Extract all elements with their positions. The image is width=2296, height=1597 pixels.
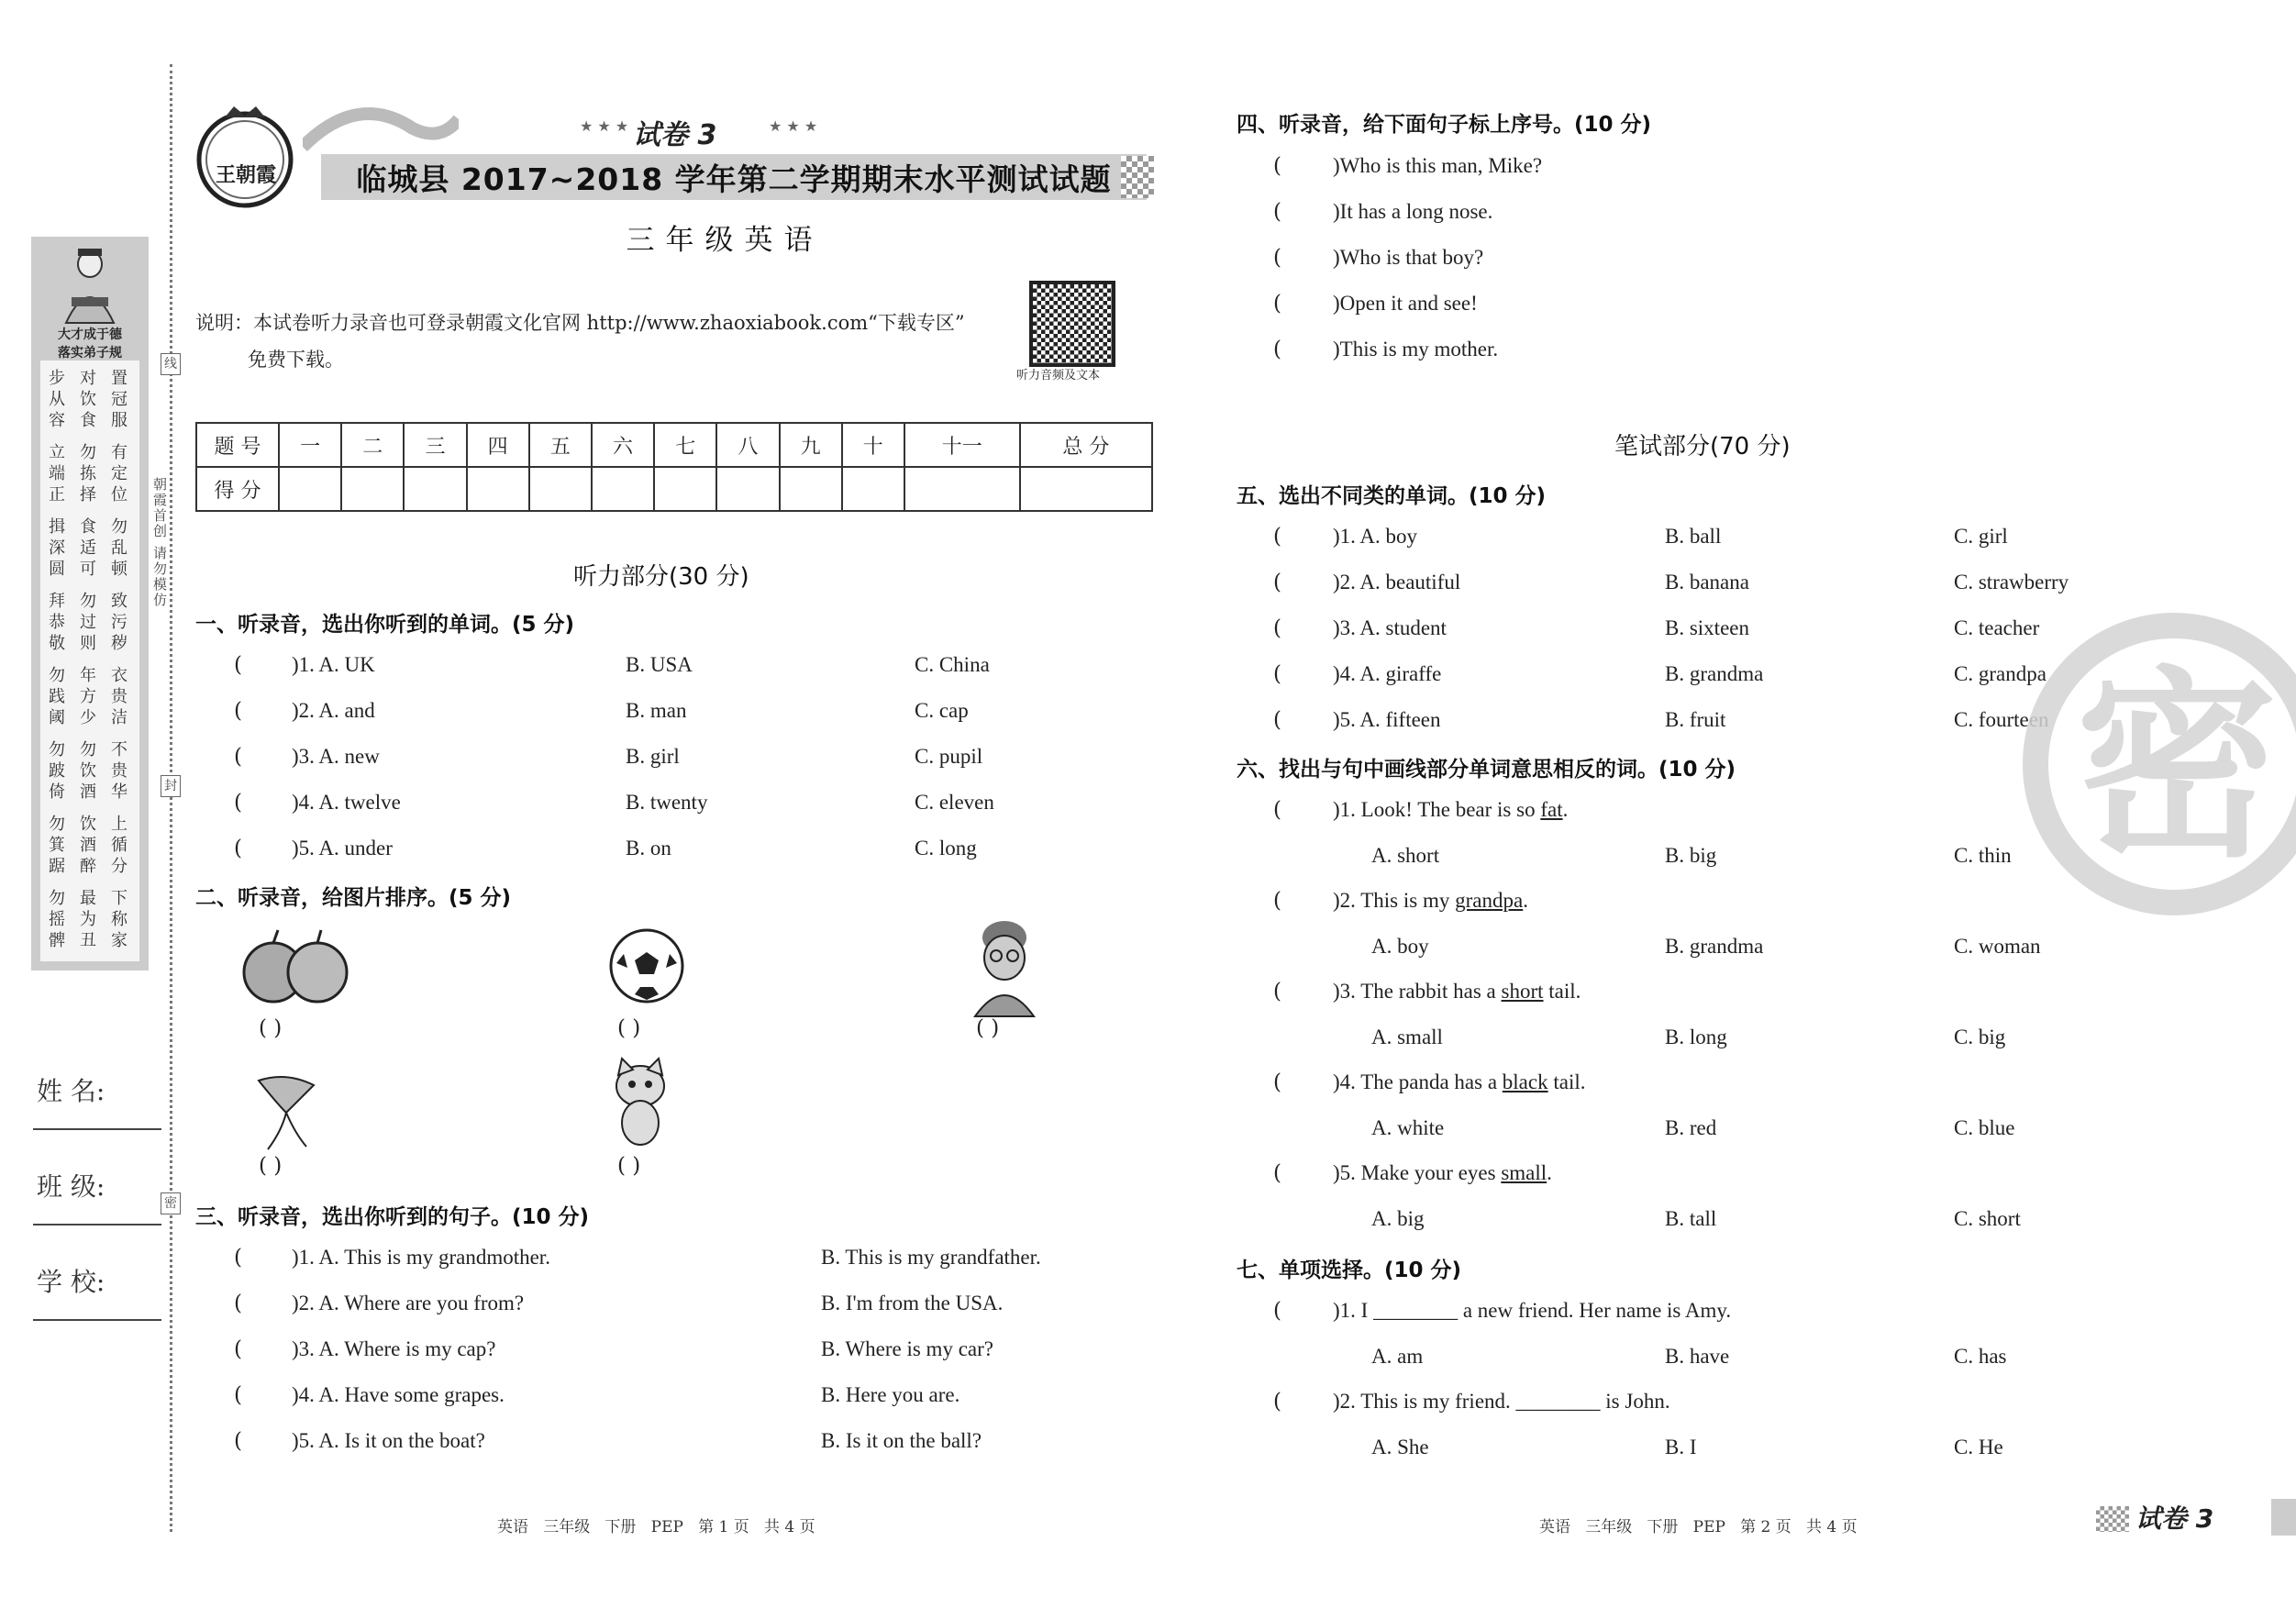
score-input-cell[interactable] bbox=[904, 467, 1020, 511]
s1-option-b[interactable]: B. man bbox=[626, 699, 687, 722]
s1-option-a[interactable]: )3. A. new bbox=[292, 745, 380, 768]
motto-column: 勿过则 bbox=[80, 592, 96, 653]
s6-option-b[interactable]: B. red bbox=[1665, 1116, 1717, 1139]
picture-paren-1[interactable]: ( ) bbox=[259, 1016, 283, 1040]
badge-checker bbox=[2096, 1506, 2129, 1532]
s1-option-b[interactable]: B. twenty bbox=[626, 791, 708, 814]
footer-badge: 试卷 3 bbox=[2135, 1503, 2214, 1534]
answer-paren[interactable]: ( bbox=[234, 1383, 242, 1407]
star-left: ★ ★ ★ bbox=[580, 117, 629, 135]
s3-option-a[interactable]: )5. A. Is it on the boat? bbox=[292, 1429, 485, 1452]
s7-option-a[interactable]: A. am bbox=[1371, 1345, 1424, 1368]
answer-paren[interactable]: ( bbox=[1273, 708, 1281, 732]
motto-column: 勿乱顿 bbox=[111, 517, 128, 579]
s5-option-c[interactable]: C. fourteen bbox=[1954, 708, 2049, 731]
score-input-cell[interactable] bbox=[1020, 467, 1152, 511]
s1-option-a[interactable]: )4. A. twelve bbox=[292, 791, 401, 814]
s5-option-b[interactable]: B. banana bbox=[1665, 571, 1749, 593]
section-3-heading: 三、听录音，选出你听到的句子。(10 分) bbox=[195, 1205, 590, 1229]
s6-option-b[interactable]: B. grandma bbox=[1665, 935, 1764, 958]
s1-option-c[interactable]: C. China bbox=[915, 653, 990, 676]
apples-picture bbox=[237, 925, 356, 1007]
score-input-cell[interactable] bbox=[592, 467, 654, 511]
answer-paren[interactable]: ( bbox=[1273, 662, 1281, 686]
s3-option-a[interactable]: )3. A. Where is my cap? bbox=[292, 1337, 496, 1360]
note-line-2: 免费下载。 bbox=[248, 349, 344, 371]
s6-option-c[interactable]: C. thin bbox=[1954, 844, 2012, 867]
s6-option-a[interactable]: A. white bbox=[1371, 1116, 1445, 1139]
motto-column: 不贵华 bbox=[111, 740, 128, 802]
s3-option-b[interactable]: B. This is my grandfather. bbox=[821, 1246, 1041, 1269]
logo bbox=[188, 99, 303, 214]
picture-paren-2[interactable]: ( ) bbox=[617, 1016, 641, 1040]
motto-column: 上循分 bbox=[111, 815, 128, 876]
s5-option-a[interactable]: )1. A. boy bbox=[1333, 525, 1417, 548]
section-7-heading: 七、单项选择。(10 分) bbox=[1237, 1259, 1462, 1282]
s5-option-c[interactable]: C. girl bbox=[1954, 525, 2008, 548]
score-header-cell: 一 bbox=[279, 423, 341, 467]
s5-option-c[interactable]: C. grandpa bbox=[1954, 662, 2046, 685]
footer-right: 英语 三年级 下册 PEP 第 2 页 共 4 页 bbox=[1539, 1518, 1858, 1536]
motto-columns bbox=[40, 360, 139, 961]
s6-option-a[interactable]: A. small bbox=[1371, 1026, 1443, 1048]
picture-paren-3[interactable]: ( ) bbox=[976, 1016, 1000, 1040]
motto-column: 勿践阈 bbox=[49, 666, 65, 727]
binding-line bbox=[170, 64, 172, 1532]
s5-option-a[interactable]: )5. A. fifteen bbox=[1333, 708, 1441, 731]
s5-option-a[interactable]: )2. A. beautiful bbox=[1333, 571, 1461, 593]
badge-bar bbox=[2271, 1499, 2296, 1536]
s1-option-a[interactable]: )5. A. under bbox=[292, 837, 393, 859]
s1-option-c[interactable]: C. pupil bbox=[915, 745, 983, 768]
motto-column: 勿饮酒 bbox=[80, 740, 96, 802]
answer-paren[interactable]: ( bbox=[1273, 571, 1281, 594]
section-1-heading: 一、听录音，选出你听到的单词。(5 分) bbox=[195, 613, 575, 637]
motto-column: 致污秽 bbox=[111, 592, 128, 653]
s1-option-b[interactable]: B. girl bbox=[626, 745, 680, 768]
exam-title: 临城县 2017~2018 学年第二学期期末水平测试试题 bbox=[356, 161, 1112, 197]
s6-sentence-post: tail. bbox=[1547, 1070, 1586, 1093]
score-label-cell: 得 分 bbox=[196, 467, 279, 511]
motto-column: 勿拣择 bbox=[80, 443, 96, 505]
s7-question: )1. I ________ a new friend. Her name is Amy. bbox=[1333, 1299, 1732, 1322]
score-header-cell: 总 分 bbox=[1020, 423, 1152, 467]
s6-sentence bbox=[1333, 1161, 1552, 1185]
name-line[interactable] bbox=[33, 1128, 161, 1130]
motto-column: 对饮食 bbox=[80, 369, 96, 430]
answer-paren[interactable]: ( bbox=[1273, 292, 1281, 316]
s6-underlined-word: fat bbox=[1540, 798, 1563, 821]
motto-column: 拜恭敬 bbox=[49, 592, 65, 653]
motto-column: 揖深圆 bbox=[49, 517, 65, 579]
answer-paren[interactable]: ( bbox=[234, 653, 242, 677]
score-input-cell[interactable] bbox=[654, 467, 716, 511]
secret-watermark bbox=[2023, 613, 2296, 915]
s5-option-a[interactable]: )4. A. giraffe bbox=[1333, 662, 1442, 685]
s6-underlined-word: grandpa bbox=[1455, 889, 1524, 912]
motto-column: 置冠服 bbox=[111, 369, 128, 430]
s5-option-b[interactable]: B. grandma bbox=[1665, 662, 1764, 685]
school-label: 学 校: bbox=[37, 1267, 105, 1297]
s1-option-c[interactable]: C. cap bbox=[915, 699, 969, 722]
s6-underlined-word: short bbox=[1501, 980, 1544, 1003]
s6-option-c[interactable]: C. short bbox=[1954, 1207, 2021, 1230]
score-input-cell[interactable] bbox=[716, 467, 779, 511]
qr-code[interactable] bbox=[1029, 281, 1115, 367]
motto-column: 饮酒醉 bbox=[80, 815, 96, 876]
class-line[interactable] bbox=[33, 1224, 161, 1225]
answer-paren[interactable]: ( bbox=[1273, 616, 1281, 640]
picture-paren-5[interactable]: ( ) bbox=[617, 1154, 641, 1178]
score-input-cell[interactable] bbox=[467, 467, 529, 511]
logo-text: 王朝霞 bbox=[215, 164, 276, 187]
s1-option-c[interactable]: C. eleven bbox=[915, 791, 994, 814]
note-line-1: 说明：本试卷听力录音也可登录朝霞文化官网 http://www.zhaoxiabook.com“下载专区” bbox=[195, 312, 965, 334]
score-input-cell[interactable] bbox=[529, 467, 592, 511]
score-header-cell: 八 bbox=[716, 423, 779, 467]
s6-option-a[interactable]: A. boy bbox=[1371, 935, 1429, 958]
s6-sentence bbox=[1333, 889, 1528, 913]
s1-option-a[interactable]: )1. A. UK bbox=[292, 653, 375, 676]
score-header-cell: 十 bbox=[842, 423, 904, 467]
score-header-cell: 七 bbox=[654, 423, 716, 467]
score-header-cell: 九 bbox=[780, 423, 842, 467]
slogan-1: 大才成于德 bbox=[58, 327, 122, 342]
star-right: ★ ★ ★ bbox=[769, 117, 818, 135]
s6-sentence-post: . bbox=[1562, 798, 1569, 821]
s6-sentence bbox=[1333, 1070, 1586, 1094]
score-header-cell: 六 bbox=[592, 423, 654, 467]
s6-underlined-word: black bbox=[1502, 1070, 1548, 1093]
cat-picture bbox=[604, 1057, 679, 1148]
s6-sentence-post: tail. bbox=[1543, 980, 1581, 1003]
s6-option-c[interactable]: C. big bbox=[1954, 1026, 2006, 1048]
s3-option-a[interactable]: )2. A. Where are you from? bbox=[292, 1292, 525, 1314]
s1-option-b[interactable]: B. on bbox=[626, 837, 671, 859]
s3-option-b[interactable]: B. I'm from the USA. bbox=[821, 1292, 1004, 1314]
motto-column: 立端正 bbox=[49, 443, 65, 505]
score-input-cell[interactable] bbox=[279, 467, 341, 511]
score-header-cell: 二 bbox=[341, 423, 404, 467]
paper-label: 试卷 3 bbox=[633, 119, 717, 151]
section-6-heading: 六、找出与句中画线部分单词意思相反的词。(10 分) bbox=[1237, 758, 1736, 782]
s4-sentence: )Open it and see! bbox=[1333, 292, 1478, 315]
s4-sentence: )It has a long nose. bbox=[1333, 200, 1493, 223]
s6-option-a[interactable]: A. big bbox=[1371, 1207, 1425, 1230]
s5-option-c[interactable]: C. teacher bbox=[1954, 616, 2040, 639]
answer-paren[interactable]: ( bbox=[1273, 246, 1281, 270]
motto-column: 年方少 bbox=[80, 666, 96, 727]
subject-title: 三年级英语 bbox=[626, 224, 824, 257]
class-label: 班 级: bbox=[37, 1171, 105, 1202]
s6-option-b[interactable]: B. tall bbox=[1665, 1207, 1717, 1230]
name-label: 姓 名: bbox=[37, 1076, 105, 1106]
s6-underlined-word: small bbox=[1501, 1161, 1547, 1184]
s6-option-c[interactable]: C. woman bbox=[1954, 935, 2041, 958]
s6-sentence-pre: )2. This is my bbox=[1333, 889, 1456, 912]
answer-paren[interactable]: ( bbox=[234, 791, 242, 815]
s3-option-a[interactable]: )4. A. Have some grapes. bbox=[292, 1383, 505, 1406]
s5-option-b[interactable]: B. sixteen bbox=[1665, 616, 1749, 639]
motto-panel bbox=[31, 237, 149, 970]
score-input-cell[interactable] bbox=[842, 467, 904, 511]
s6-option-b[interactable]: B. big bbox=[1665, 844, 1717, 867]
score-table-score-row bbox=[196, 467, 1152, 511]
s1-option-c[interactable]: C. long bbox=[915, 837, 977, 859]
s1-option-a[interactable]: )2. A. and bbox=[292, 699, 375, 722]
motto-column: 勿箕踞 bbox=[49, 815, 65, 876]
answer-paren[interactable]: ( bbox=[1273, 980, 1281, 1004]
s5-option-b[interactable]: B. fruit bbox=[1665, 708, 1726, 731]
s5-option-a[interactable]: )3. A. student bbox=[1333, 616, 1447, 639]
footer-left: 英语 三年级 下册 PEP 第 1 页 共 4 页 bbox=[497, 1518, 815, 1536]
football-picture bbox=[607, 926, 686, 1005]
copyright-vertical-note: 朝霞首创 请勿模仿 bbox=[151, 477, 168, 608]
score-header-cell: 题 号 bbox=[196, 423, 279, 467]
scholar-illustration bbox=[53, 244, 127, 327]
s6-sentence-post: . bbox=[1547, 1161, 1552, 1184]
s4-sentence: )Who is that boy? bbox=[1333, 246, 1484, 269]
score-header-cell: 五 bbox=[529, 423, 592, 467]
s7-option-c[interactable]: C. He bbox=[1954, 1436, 2003, 1458]
answer-paren[interactable]: ( bbox=[1273, 154, 1281, 178]
answer-paren[interactable]: ( bbox=[234, 1292, 242, 1315]
motto-column: 勿跛倚 bbox=[49, 740, 65, 802]
ribbon-decoration bbox=[303, 92, 459, 156]
score-table bbox=[195, 422, 1153, 512]
answer-paren[interactable]: ( bbox=[1273, 525, 1281, 549]
score-header-cell: 十一 bbox=[904, 423, 1020, 467]
answer-paren[interactable]: ( bbox=[1273, 798, 1281, 822]
s7-option-a[interactable]: A. She bbox=[1371, 1436, 1429, 1458]
s6-sentence bbox=[1333, 980, 1581, 1004]
s1-option-b[interactable]: B. USA bbox=[626, 653, 693, 676]
answer-paren[interactable]: ( bbox=[234, 699, 242, 723]
motto-column: 勿摇髀 bbox=[49, 889, 65, 950]
s7-option-b[interactable]: B. I bbox=[1665, 1436, 1697, 1458]
s6-sentence bbox=[1333, 798, 1568, 822]
watermark-glyph: 密 bbox=[2075, 649, 2278, 884]
s6-sentence-pre: )1. Look! The bear is so bbox=[1333, 798, 1541, 821]
answer-paren[interactable]: ( bbox=[1273, 1070, 1281, 1094]
motto-column: 最为丑 bbox=[80, 889, 96, 950]
grandma-picture bbox=[968, 917, 1041, 1018]
s3-option-b[interactable]: B. Where is my car? bbox=[821, 1337, 993, 1360]
cut-mark-2: 封 bbox=[161, 775, 181, 797]
s4-sentence: )This is my mother. bbox=[1333, 338, 1499, 360]
motto-column: 有定位 bbox=[111, 443, 128, 505]
cut-mark-3: 密 bbox=[161, 1192, 181, 1214]
s7-option-c[interactable]: C. has bbox=[1954, 1345, 2007, 1368]
answer-paren[interactable]: ( bbox=[1273, 1299, 1281, 1323]
cut-mark-1: 线 bbox=[161, 353, 181, 375]
answer-paren[interactable]: ( bbox=[234, 1246, 242, 1270]
score-header-cell: 三 bbox=[404, 423, 466, 467]
s6-option-a[interactable]: A. short bbox=[1371, 844, 1440, 867]
answer-paren[interactable]: ( bbox=[234, 1337, 242, 1361]
s6-option-b[interactable]: B. long bbox=[1665, 1026, 1727, 1048]
qr-caption: 听力音频及文本 bbox=[1016, 369, 1101, 383]
answer-paren[interactable]: ( bbox=[1273, 1161, 1281, 1185]
s7-option-b[interactable]: B. have bbox=[1665, 1345, 1730, 1368]
picture-paren-4[interactable]: ( ) bbox=[259, 1154, 283, 1178]
s6-sentence-pre: )5. Make your eyes bbox=[1333, 1161, 1502, 1184]
motto-column: 食适可 bbox=[80, 517, 96, 579]
score-input-cell[interactable] bbox=[341, 467, 404, 511]
written-title: 笔试部分(70 分) bbox=[1614, 433, 1791, 460]
s3-option-b[interactable]: B. Is it on the ball? bbox=[821, 1429, 982, 1452]
s5-option-b[interactable]: B. ball bbox=[1665, 525, 1722, 548]
section-5-heading: 五、选出不同类的单词。(10 分) bbox=[1237, 484, 1547, 508]
s3-option-a[interactable]: )1. A. This is my grandmother. bbox=[292, 1246, 550, 1269]
answer-paren[interactable]: ( bbox=[1273, 338, 1281, 361]
listening-title: 听力部分(30 分) bbox=[573, 563, 749, 591]
motto-column: 衣贵洁 bbox=[111, 666, 128, 727]
section-4-heading: 四、听录音，给下面句子标上序号。(10 分) bbox=[1237, 113, 1652, 137]
score-table-header-row bbox=[196, 423, 1152, 467]
s6-sentence-post: . bbox=[1523, 889, 1528, 912]
s5-option-c[interactable]: C. strawberry bbox=[1954, 571, 2069, 593]
score-input-cell[interactable] bbox=[404, 467, 466, 511]
answer-paren[interactable]: ( bbox=[234, 745, 242, 769]
answer-paren[interactable]: ( bbox=[234, 837, 242, 860]
answer-paren[interactable]: ( bbox=[234, 1429, 242, 1453]
slogan-2: 落实弟子规 bbox=[58, 346, 122, 360]
school-line[interactable] bbox=[33, 1319, 161, 1321]
s6-option-c[interactable]: C. blue bbox=[1954, 1116, 2015, 1139]
answer-paren[interactable]: ( bbox=[1273, 200, 1281, 224]
section-2-heading: 二、听录音，给图片排序。(5 分) bbox=[195, 886, 512, 910]
kite-picture bbox=[240, 1062, 332, 1154]
motto-column: 步从容 bbox=[49, 369, 65, 430]
answer-paren[interactable]: ( bbox=[1273, 1390, 1281, 1414]
s7-question: )2. This is my friend. ________ is John. bbox=[1333, 1390, 1670, 1413]
s3-option-b[interactable]: B. Here you are. bbox=[821, 1383, 960, 1406]
motto-column: 下称家 bbox=[111, 889, 128, 950]
score-header-cell: 四 bbox=[467, 423, 529, 467]
s6-sentence-pre: )4. The panda has a bbox=[1333, 1070, 1503, 1093]
answer-paren[interactable]: ( bbox=[1273, 889, 1281, 913]
score-input-cell[interactable] bbox=[780, 467, 842, 511]
s6-sentence-pre: )3. The rabbit has a bbox=[1333, 980, 1502, 1003]
s4-sentence: )Who is this man, Mike? bbox=[1333, 154, 1543, 177]
